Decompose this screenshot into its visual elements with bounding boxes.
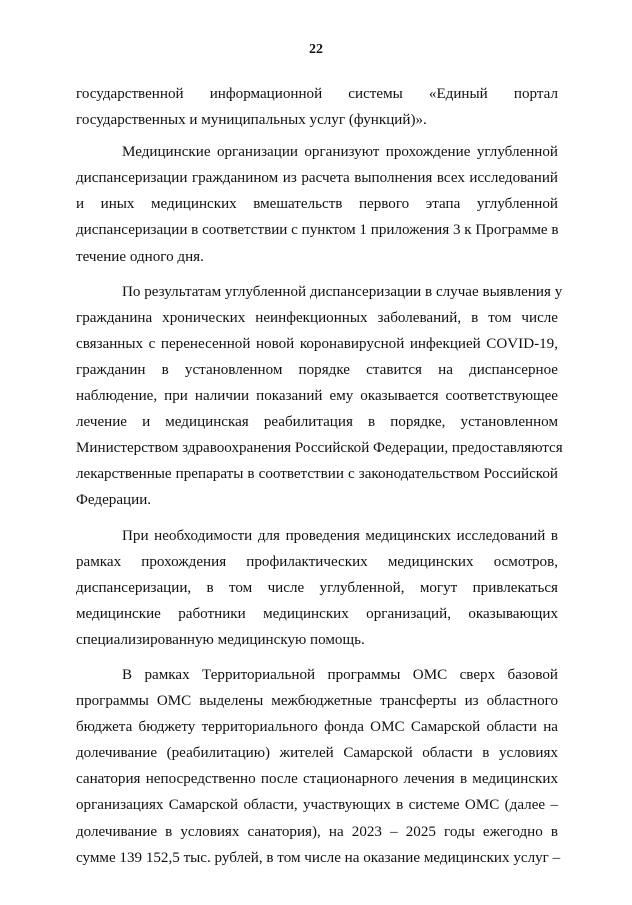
- paragraph-2: [76, 139, 558, 269]
- text-line: долечивание (реабилитацию) жителей Самарской области в условиях: [76, 745, 558, 762]
- text-line: сумме 139 152,5 тыс. рублей, в том числе на оказание медицинских услуг –: [76, 849, 561, 866]
- text-line: диспансеризации, в том числе углубленной, могут привлекаться: [76, 579, 558, 596]
- text-line: медицинские работники медицинских организаций, оказывающих: [76, 605, 558, 622]
- document-body: [76, 81, 563, 871]
- paragraph-1: [76, 81, 558, 133]
- page-number: 22: [309, 42, 323, 57]
- text-line: диспансеризации гражданином из расчета выполнения всех исследований: [76, 170, 558, 187]
- text-line: гражданина хронических неинфекционных заболеваний, в том числе: [76, 309, 558, 326]
- text-line: наблюдение, при наличии показаний ему оказывается соответствующее: [76, 388, 558, 405]
- text-line: и иных медицинских вмешательств первого этапа углубленной: [76, 196, 558, 213]
- text-line: гражданин в установленном порядке ставится на диспансерное: [76, 361, 558, 378]
- text-line: государственных и муниципальных услуг (функций)».: [76, 112, 427, 129]
- text-line: диспансеризации в соответствии с пунктом 1 приложения 3 к Программе в: [76, 222, 559, 239]
- text-line: При необходимости для проведения медицинских исследований в: [122, 527, 558, 544]
- text-line: Федерации.: [76, 492, 152, 509]
- text-line: лечение и медицинская реабилитация в порядке, установленном: [76, 414, 558, 431]
- text-line: течение одного дня.: [76, 248, 204, 265]
- text-line: рамках прохождения профилактических медицинских осмотров,: [76, 553, 558, 570]
- paragraph-4: [76, 523, 558, 653]
- paragraph-5: [76, 662, 561, 871]
- text-line: связанных с перенесенной новой коронавирусной инфекцией COVID-19,: [76, 335, 558, 352]
- text-line: долечивание в условиях санатория), на 2023 – 2025 годы ежегодно в: [76, 823, 558, 840]
- paragraph-3: [76, 279, 563, 514]
- text-line: Министерством здравоохранения Российской Федерации, предоставляются: [76, 440, 563, 457]
- text-line: По результатам углубленной диспансеризации в случае выявления у: [122, 283, 563, 300]
- text-line: бюджета бюджету территориального фонда ОМС Самарской области на: [76, 719, 558, 736]
- text-line: санатория непосредственно после стационарного лечения в медицинских: [76, 771, 558, 788]
- text-line: лекарственные препараты в соответствии с законодательством Российской: [76, 466, 558, 483]
- text-line: программы ОМС выделены межбюджетные трансферты из областного: [76, 693, 558, 710]
- text-line: специализированную медицинскую помощь.: [76, 631, 365, 648]
- text-line: В рамках Территориальной программы ОМС сверх базовой: [122, 666, 558, 683]
- text-line: государственной информационной системы «Единый портал: [76, 86, 558, 102]
- text-line: Медицинские организации организуют прохождение углубленной: [122, 144, 558, 161]
- text-line: организациях Самарской области, участвующих в системе ОМС (далее –: [76, 797, 558, 814]
